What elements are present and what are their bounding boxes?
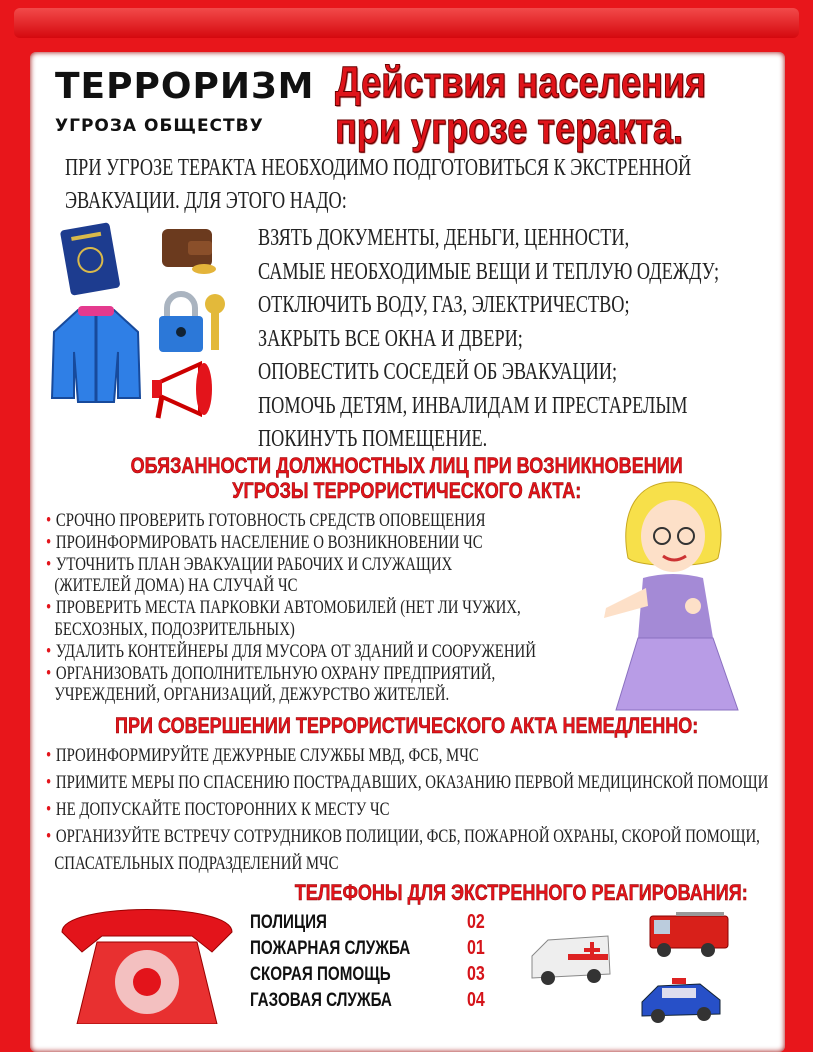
- bullet-icon: •: [46, 826, 52, 847]
- logo-subtitle: УГРОЗА ОБЩЕСТВУ: [55, 116, 264, 136]
- evacuation-step: [258, 225, 746, 252]
- intro-line: [65, 188, 436, 215]
- fire-truck-icon: [646, 908, 732, 960]
- heading-text: ПРИ СОВЕРШЕНИИ ТЕРРОРИСТИЧЕСКОГО АКТА НЕМЕДЛЕННО:: [114, 713, 699, 738]
- service-name: ГАЗОВАЯ СЛУЖБА: [250, 990, 392, 1011]
- list-item-text: УДАЛИТЬ КОНТЕЙНЕРЫ ДЛЯ МУСОРА ОТ ЗДАНИЙ И СООРУЖЕНИЙ: [55, 640, 536, 662]
- list-item-text: ПОКИНУТЬ ПОМЕЩЕНИЕ.: [258, 426, 488, 452]
- phone-service-label: [250, 964, 426, 986]
- phone-number: [467, 937, 489, 960]
- heading-text: ОБЯЗАННОСТИ ДОЛЖНОСТНЫХ ЛИЦ ПРИ ВОЗНИКНОВЕНИИ: [130, 453, 683, 478]
- list-item-text: СПАСАТЕЛЬНЫХ ПОДРАЗДЕЛЕНИЙ МЧС: [54, 853, 339, 874]
- poster-title-line2: [335, 104, 759, 154]
- bullet-icon: •: [46, 662, 52, 684]
- intro-line: [65, 155, 813, 182]
- bullet-icon: •: [46, 553, 52, 575]
- bullet-icon: [46, 684, 50, 705]
- heading-text: ТЕЛЕФОНЫ ДЛЯ ЭКСТРЕННОГО РЕАГИРОВАНИЯ:: [294, 880, 748, 905]
- duty-item: [46, 554, 567, 576]
- top-frame-band: [14, 8, 799, 38]
- action-item: [46, 772, 813, 794]
- service-name: СКОРАЯ ПОМОЩЬ: [250, 964, 391, 985]
- bullet-icon: [46, 619, 50, 640]
- list-item-text: ОТКЛЮЧИТЬ ВОДУ, ГАЗ, ЭЛЕКТРИЧЕСТВО;: [258, 292, 630, 318]
- list-item-text: ПРОИНФОРМИРУЙТЕ ДЕЖУРНЫЕ СЛУЖБЫ МВД, ФСБ, МЧС: [55, 745, 479, 766]
- list-item-text: УТОЧНИТЬ ПЛАН ЭВАКУАЦИИ РАБОЧИХ И СЛУЖАЩИХ: [55, 553, 453, 575]
- title-text: Действия населения: [335, 58, 707, 107]
- list-item-text: ЗАКРЫТЬ ВСЕ ОКНА И ДВЕРИ;: [258, 325, 523, 352]
- bullet-icon: •: [46, 799, 52, 820]
- list-item-text: БЕСХОЗНЫХ, ПОДОЗРИТЕЛЬНЫХ): [54, 619, 295, 640]
- list-item-text: ПРИМИТЕ МЕРЫ ПО СПАСЕНИЮ ПОСТРАДАВШИХ, ОКАЗАНИЮ ПЕРВОЙ МЕДИЦИНСКОЙ ПОМОЩИ: [55, 772, 769, 793]
- duty-item: [46, 663, 622, 685]
- bullet-icon: [46, 853, 50, 874]
- list-item-text: (ЖИТЕЛЕЙ ДОМА) НА СЛУЧАЙ ЧС: [54, 575, 298, 597]
- action-item: [46, 799, 486, 821]
- list-item-text: ПРОВЕРИТЬ МЕСТА ПАРКОВКИ АВТОМОБИЛЕЙ (НЕТ ЛИ ЧУЖИХ,: [55, 597, 521, 619]
- evacuation-step: [258, 259, 813, 286]
- bullet-icon: •: [46, 510, 52, 531]
- bullet-icon: •: [46, 772, 52, 793]
- list-item-text: ПОМОЧЬ ДЕТЯМ, ИНВАЛИДАМ И ПРЕСТАРЕЛЫМ: [258, 392, 688, 419]
- evacuation-step: [258, 426, 560, 453]
- phone-service-label: [250, 912, 346, 934]
- phone-number: [467, 911, 489, 934]
- telephone-icon: [52, 892, 242, 1024]
- list-item-text: ВЗЯТЬ ДОКУМЕНТЫ, ДЕНЬГИ, ЦЕННОСТИ,: [258, 225, 630, 251]
- evacuation-step: [258, 359, 731, 386]
- megaphone-icon: [150, 356, 230, 422]
- bullet-icon: [46, 575, 50, 596]
- act-heading: [0, 713, 813, 739]
- bullet-icon: •: [46, 531, 52, 553]
- duties-heading-line1: [0, 453, 813, 479]
- police-car-icon: [638, 972, 724, 1024]
- list-item-text: ОПОВЕСТИТЬ СОСЕДЕЙ ОБ ЭВАКУАЦИИ;: [258, 359, 618, 385]
- ambulance-icon: [528, 928, 613, 988]
- action-item: [46, 745, 601, 767]
- title-text: при угрозе теракта.: [335, 104, 683, 153]
- action-item: [46, 853, 421, 875]
- service-number: 01: [467, 937, 485, 959]
- phone-service-label: [250, 990, 427, 1012]
- evacuation-step: [258, 393, 813, 420]
- duty-item: [46, 641, 674, 663]
- list-item-text: УЧРЕЖДЕНИЙ, ОРГАНИЗАЦИЙ, ДЕЖУРСТВО ЖИТЕЛЕЙ.: [54, 684, 450, 706]
- logo-title: ТЕРРОРИЗМ: [55, 66, 315, 107]
- evacuation-step: [258, 292, 747, 319]
- service-number: 02: [467, 911, 485, 933]
- phones-heading: [245, 880, 748, 906]
- duty-item: [46, 619, 365, 641]
- duty-item: [46, 597, 655, 619]
- duty-item: [46, 532, 606, 554]
- lock-and-key-icon: [155, 290, 230, 358]
- service-name: ПОЖАРНАЯ СЛУЖБА: [250, 938, 411, 959]
- bullet-icon: •: [46, 745, 52, 766]
- list-item-text: СРОЧНО ПРОВЕРИТЬ ГОТОВНОСТЬ СРЕДСТВ ОПОВЕЩЕНИЯ: [55, 510, 486, 531]
- duty-item: [46, 510, 609, 532]
- service-number: 03: [467, 963, 485, 985]
- list-item-text: ОРГАНИЗОВАТЬ ДОПОЛНИТЕЛЬНУЮ ОХРАНУ ПРЕДПРИЯТИЙ,: [55, 662, 496, 684]
- bullet-icon: •: [46, 597, 52, 619]
- phone-service-label: [250, 938, 450, 960]
- list-item-text: ПРОИНФОРМИРОВАТЬ НАСЕЛЕНИЕ О ВОЗНИКНОВЕНИИ ЧС: [55, 531, 483, 553]
- service-number: 04: [467, 989, 485, 1011]
- list-item-text: НЕ ДОПУСКАЙТЕ ПОСТОРОННИХ К МЕСТУ ЧС: [55, 799, 390, 820]
- poster-title-line1: [335, 58, 788, 108]
- teacher-illustration: [598, 478, 748, 713]
- intro-text: ЭВАКУАЦИИ. ДЛЯ ЭТОГО НАДО:: [65, 188, 347, 214]
- evacuation-step: [258, 326, 606, 353]
- intro-text: ПРИ УГРОЗЕ ТЕРАКТА НЕОБХОДИМО ПОДГОТОВИТЬСЯ К ЭКСТРЕННОЙ: [65, 155, 692, 181]
- duty-item: [46, 684, 563, 706]
- list-item-text: САМЫЕ НЕОБХОДИМЫЕ ВЕЩИ И ТЕПЛУЮ ОДЕЖДУ;: [258, 258, 720, 285]
- jacket-icon: [48, 302, 144, 408]
- phone-number: [467, 989, 489, 1012]
- passport-icon: [55, 218, 125, 298]
- bullet-icon: •: [46, 640, 52, 662]
- service-name: ПОЛИЦИЯ: [250, 912, 327, 933]
- phone-number: [467, 963, 489, 986]
- list-item-text: ОРГАНИЗУЙТЕ ВСТРЕЧУ СОТРУДНИКОВ ПОЛИЦИИ, ФСБ, ПОЖАРНОЙ ОХРАНЫ, СКОРОЙ ПОМОЩИ,: [55, 826, 760, 847]
- wallet-icon: [158, 225, 222, 277]
- heading-text: УГРОЗЫ ТЕРРОРИСТИЧЕСКОГО АКТА:: [232, 478, 581, 503]
- action-item: [46, 826, 813, 848]
- duty-item: [46, 575, 368, 597]
